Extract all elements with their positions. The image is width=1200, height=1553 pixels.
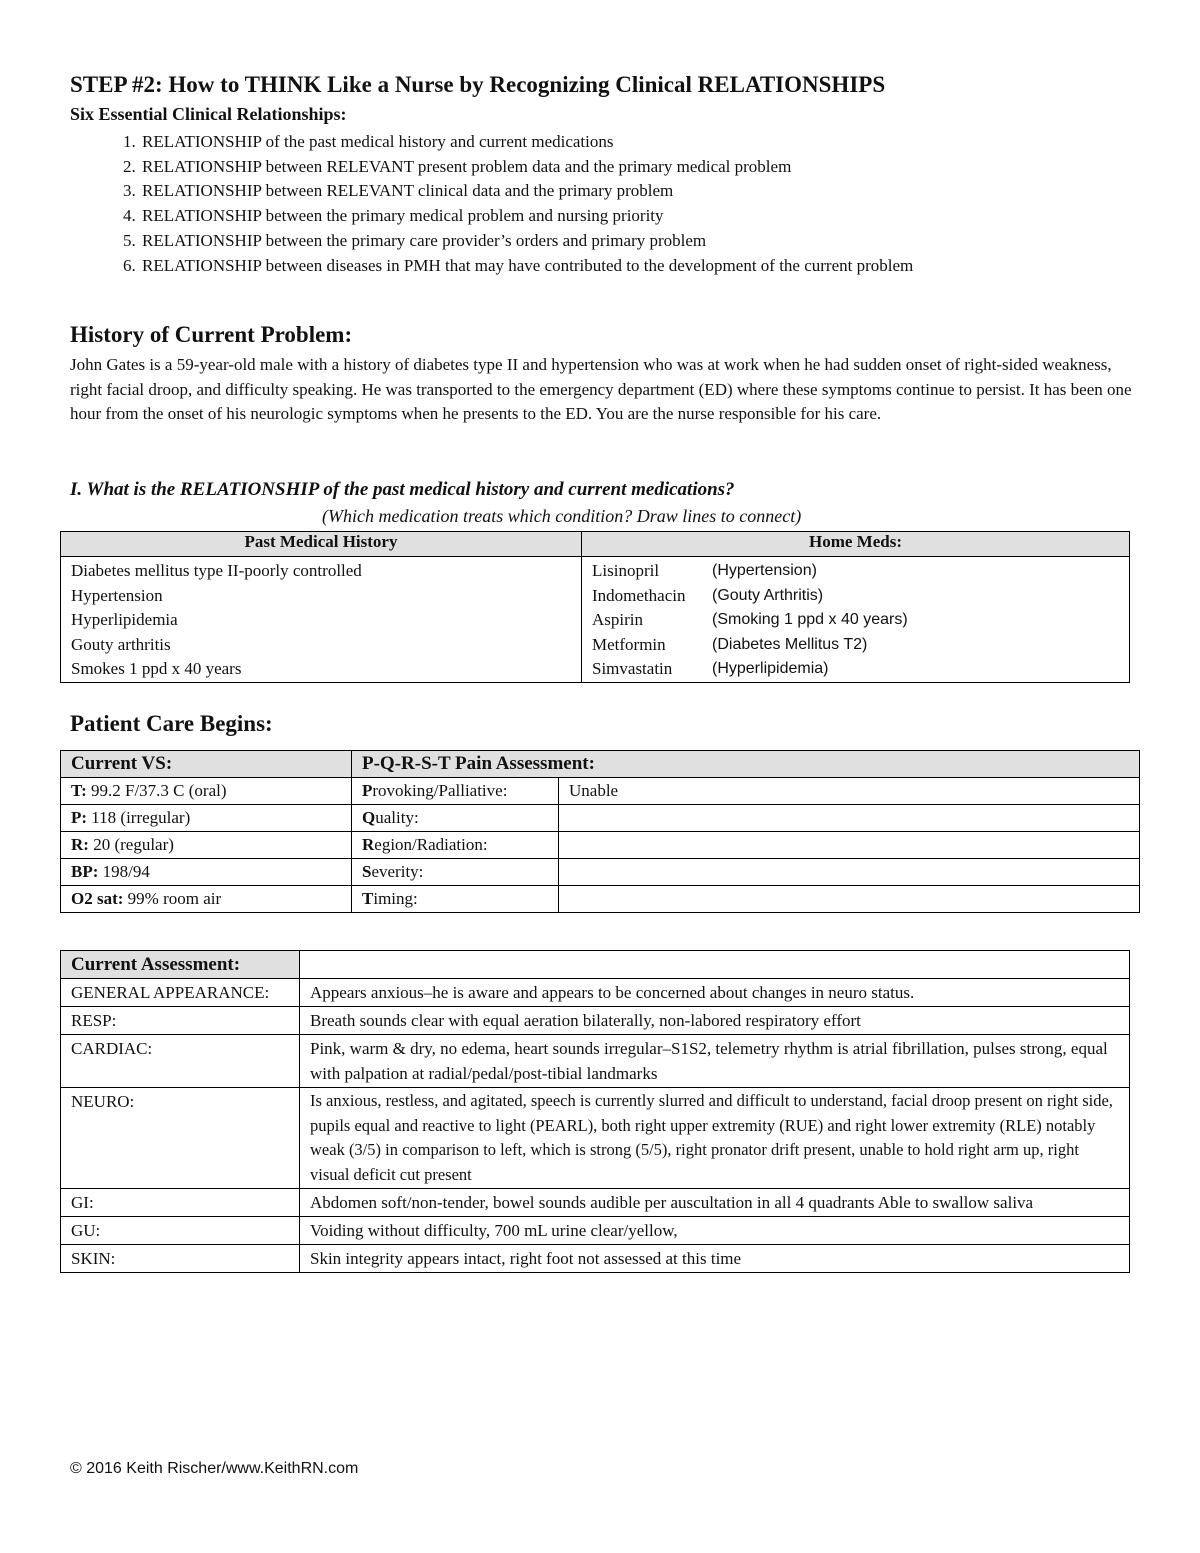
pain-initial: S [362, 862, 372, 881]
vital-value: 20 (regular) [88, 835, 174, 854]
med-row [592, 559, 1119, 584]
vital-cell [61, 859, 352, 886]
question-title: I. What is the RELATIONSHIP of the past medical history and current medications? [70, 479, 735, 500]
assessment-text: Breath sounds clear with equal aeration bilaterally, non-labored respiratory effort [300, 1007, 1130, 1035]
med-condition: (Diabetes Mellitus T2) [712, 635, 868, 653]
med-name: Lisinopril [592, 561, 660, 580]
list-item: 2. RELATIONSHIP between RELEVANT present problem data and the primary medical problem [140, 155, 1200, 180]
list-item: 4. RELATIONSHIP between the primary medical problem and nursing priority [140, 204, 1200, 229]
pain-label-cell [352, 832, 559, 859]
pain-value [559, 832, 1140, 859]
vital-label: O2 sat: [71, 889, 124, 908]
patient-care-heading: Patient Care Begins: [70, 711, 273, 736]
med-name: Indomethacin [592, 585, 686, 605]
relationships-list [70, 130, 1200, 278]
pmh-item: Hypertension [71, 585, 163, 605]
vital-value: 118 (irregular) [87, 808, 191, 827]
assessment-label: GENERAL APPEARANCE: [61, 979, 300, 1007]
pain-value [559, 859, 1140, 886]
assessment-label: GU: [61, 1217, 300, 1245]
med-row [592, 584, 1119, 609]
history-heading: History of Current Problem: [70, 322, 353, 347]
pmh-meds-table [60, 531, 1130, 683]
med-name: Simvastatin [592, 659, 673, 678]
assessment-text: Pink, warm & dry, no edema, heart sounds irregular–S1S2, telemetry rhythm is atrial fibrillation, pulses strong, equal with palpation at radial/pedal/post-tibial landmarks [300, 1035, 1130, 1088]
assessment-header-blank [300, 951, 1130, 979]
pain-label: everity: [371, 862, 424, 881]
med-condition: (Smoking 1 ppd x 40 years) [712, 611, 908, 628]
copyright-footer: © 2016 Keith Rischer/www.KeithRN.com [70, 1460, 359, 1477]
pain-initial: T [362, 889, 374, 908]
pain-header: P-Q-R-S-T Pain Assessment: [352, 751, 1140, 778]
med-name: Aspirin [592, 610, 643, 629]
med-row [592, 608, 1119, 633]
vital-label: T: [71, 781, 87, 800]
pain-label-cell [352, 778, 559, 805]
vital-cell [61, 832, 352, 859]
pain-label: uality: [375, 808, 419, 827]
vital-value: 198/94 [98, 862, 150, 881]
pain-value [559, 886, 1140, 913]
pain-label-cell [352, 859, 559, 886]
vital-cell [61, 778, 352, 805]
pain-initial: R [362, 835, 375, 854]
pmh-cell [61, 557, 582, 683]
vital-value: 99.2 F/37.3 C (oral) [86, 781, 227, 800]
med-name: Metformin [592, 634, 666, 654]
vital-cell [61, 805, 352, 832]
assessment-label: RESP: [61, 1007, 300, 1035]
vitals-pain-table [60, 750, 1140, 913]
pain-value: Unable [559, 778, 1140, 805]
page-title: STEP #2: How to THINK Like a Nurse by Recognizing Clinical RELATIONSHIPS [70, 72, 886, 97]
assessment-label: NEURO: [61, 1088, 300, 1189]
list-item: 3. RELATIONSHIP between RELEVANT clinical data and the primary problem [140, 179, 1200, 204]
assessment-text: Appears anxious–he is aware and appears to be concerned about changes in neuro status. [300, 979, 1130, 1007]
pmh-item: Hyperlipidemia [71, 610, 178, 629]
assessment-label: GI: [61, 1189, 300, 1217]
vital-label: BP: [71, 862, 99, 881]
pmh-item: Diabetes mellitus type II-poorly controlled [71, 561, 362, 580]
assessment-header: Current Assessment: [61, 951, 300, 979]
relationships-subtitle: Six Essential Clinical Relationships: [70, 104, 347, 124]
vital-label: R: [71, 835, 89, 854]
med-condition: (Hyperlipidemia) [712, 660, 829, 677]
vital-cell [61, 886, 352, 913]
pain-value [559, 805, 1140, 832]
vital-label: P: [71, 808, 88, 827]
question-subtitle: (Which medication treats which condition? Draw lines to connect) [322, 506, 802, 526]
assessment-label: CARDIAC: [61, 1035, 300, 1088]
assessment-label: SKIN: [61, 1245, 300, 1273]
pmh-column-header: Past Medical History [61, 532, 582, 557]
list-item: 6. RELATIONSHIP between diseases in PMH that may have contributed to the development of the current problem [140, 254, 1200, 279]
pain-label-cell [352, 805, 559, 832]
pain-initial: P [362, 781, 373, 800]
assessment-table [60, 950, 1130, 1273]
pmh-item: Smokes 1 ppd x 40 years [71, 659, 242, 678]
pain-label: rovoking/Palliative: [372, 781, 508, 800]
pain-label: iming: [373, 889, 418, 908]
vital-value: 99% room air [123, 889, 222, 908]
pmh-item: Gouty arthritis [71, 634, 171, 654]
history-text: John Gates is a 59-year-old male with a history of diabetes type II and hypertension who was at work when he had sudden onset of right-sided weakness, right facial droop, and difficulty speaking. He was transported to the emergency department (ED) where these symptoms continue to persist. It has been one hour from the onset of his neurologic symptoms when he presents to the ED. You are the nurse responsible for his care. [70, 355, 1132, 423]
med-condition: (Gouty Arthritis) [712, 586, 824, 604]
assessment-text: Is anxious, restless, and agitated, speech is currently slurred and difficult to understand, facial droop present on right side, pupils equal and reactive to light (PEARL), both right upper extremity (RUE) and right lower extremity (RLE) notably weak (3/5) in comparison to left, which is strong (5/5), right pronator drift present, unable to hold right arm up, right visual deficit cut present [300, 1088, 1130, 1189]
pain-label: egion/Radiation: [374, 835, 488, 854]
assessment-text: Voiding without difficulty, 700 mL urine clear/yellow, [300, 1217, 1130, 1245]
assessment-text: Skin integrity appears intact, right foot not assessed at this time [300, 1245, 1130, 1273]
meds-column-header: Home Meds: [582, 532, 1130, 557]
med-row [592, 657, 1119, 682]
pain-label-cell [352, 886, 559, 913]
med-condition: (Hypertension) [712, 562, 817, 579]
list-item: 1. RELATIONSHIP of the past medical history and current medications [140, 130, 1200, 155]
meds-cell [582, 557, 1130, 683]
list-item: 5. RELATIONSHIP between the primary care provider’s orders and primary problem [140, 229, 1200, 254]
assessment-text: Abdomen soft/non-tender, bowel sounds audible per auscultation in all 4 quadrants Able to swallow saliva [300, 1189, 1130, 1217]
pain-initial: Q [362, 808, 376, 827]
med-row [592, 633, 1119, 658]
vs-header: Current VS: [61, 751, 352, 778]
